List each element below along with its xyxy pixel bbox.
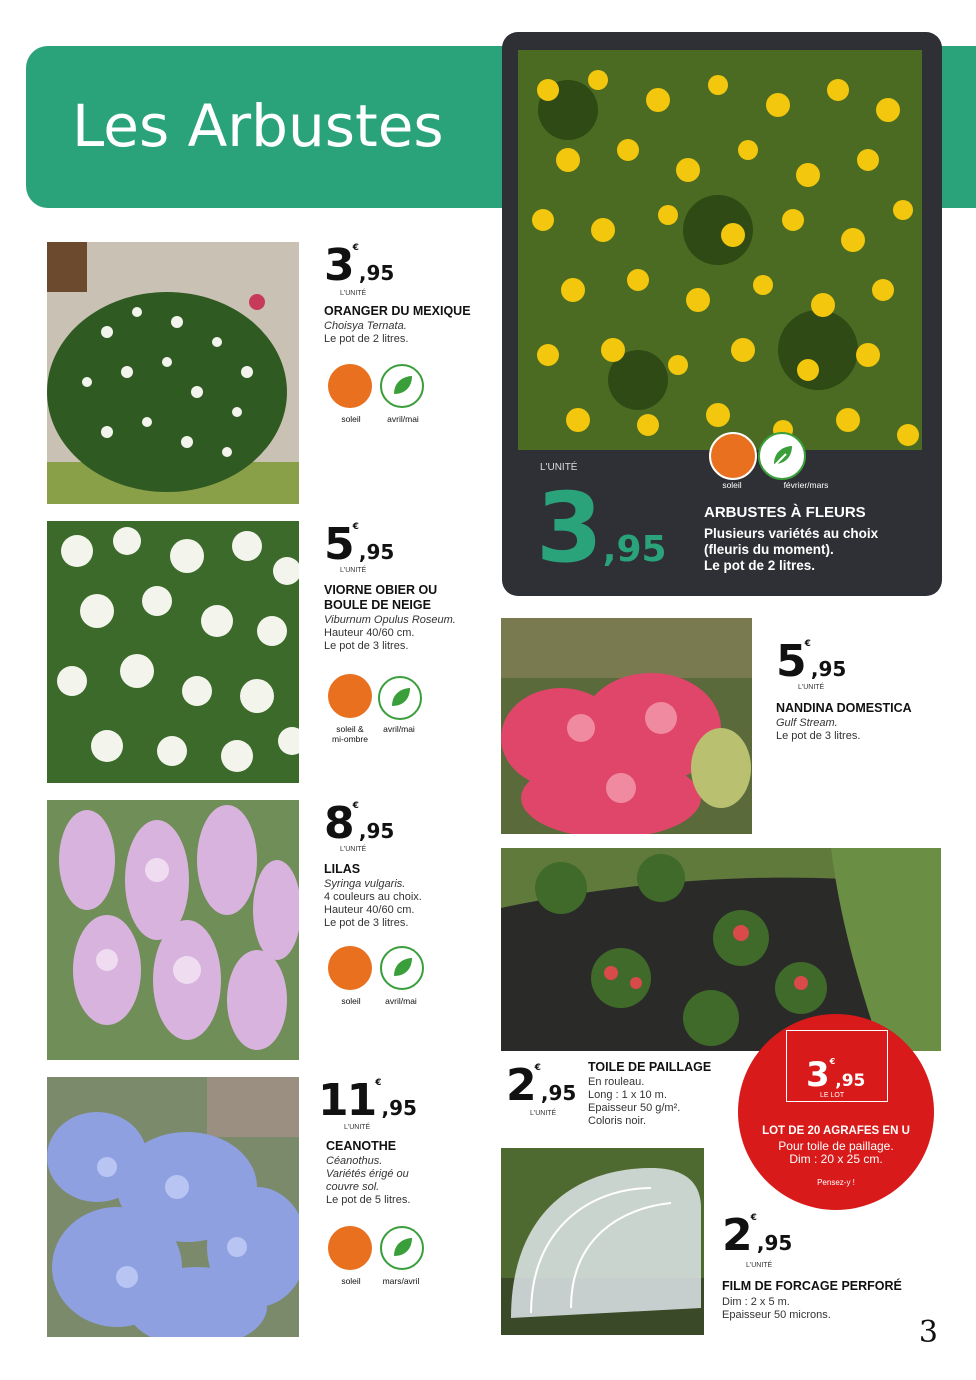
- desc-line: Dim : 2 x 5 m.: [722, 1296, 790, 1308]
- desc-line: Hauteur 40/60 cm.: [324, 904, 415, 916]
- photo-toile: [501, 848, 941, 1051]
- product-3-price-dec: ,95: [358, 819, 395, 843]
- sun-label-line: soleil &: [336, 724, 364, 734]
- page-number: 3: [918, 1315, 938, 1350]
- product-3-unit: L'UNITÉ: [340, 846, 367, 853]
- leaf-icon: [380, 1226, 424, 1270]
- desc-line: Long : 1 x 10 m.: [588, 1089, 667, 1101]
- feature-name: ARBUSTES À FLEURS: [704, 504, 866, 521]
- season-label: avril/mai: [383, 724, 415, 734]
- desc-line: Le pot de 3 litres.: [776, 730, 861, 742]
- leaf-icon: [380, 946, 424, 990]
- nandina-price-dec: ,95: [810, 657, 847, 681]
- toile-name: TOILE DE PAILLAGE: [588, 1060, 712, 1074]
- desc-line: Le pot de 3 litres.: [324, 640, 409, 652]
- nandina-price: [776, 636, 847, 687]
- toile-price-int: 2: [506, 1060, 535, 1111]
- film-price-dec: ,95: [756, 1231, 793, 1255]
- product-3-desc: [324, 878, 422, 930]
- season-label: mars/avril: [382, 1276, 420, 1286]
- photo-nandina: [501, 618, 752, 834]
- latin-name: Gulf Stream.: [776, 717, 838, 729]
- sun-icon: [328, 364, 372, 408]
- currency: €: [375, 1078, 382, 1088]
- product-2-price-int: 5: [324, 519, 353, 570]
- latin-name: Viburnum Opulus Roseum.: [324, 614, 456, 626]
- toile-desc: [588, 1076, 680, 1128]
- currency: €: [829, 1057, 836, 1066]
- desc-line: En rouleau.: [588, 1076, 645, 1088]
- desc-line: Dim : 20 x 25 cm.: [789, 1152, 883, 1166]
- agrafes-name: LOT DE 20 AGRAFES EN U: [762, 1125, 910, 1137]
- leaf-icon: [758, 432, 806, 480]
- latin-name: couvre sol.: [326, 1181, 380, 1193]
- page-title: Les Arbustes: [72, 92, 444, 160]
- product-2-desc: [324, 614, 456, 653]
- currency: €: [352, 243, 359, 253]
- nandina-unit: L'UNITÉ: [798, 684, 825, 691]
- season-label: février/mars: [783, 480, 829, 490]
- feature-price: [536, 472, 667, 584]
- film-name: FILM DE FORCAGE PERFORÉ: [722, 1279, 902, 1293]
- currency: €: [804, 639, 811, 649]
- product-4-name: CEANOTHE: [326, 1139, 397, 1153]
- agrafes-desc: [738, 1140, 934, 1166]
- nandina-price-int: 5: [776, 636, 805, 687]
- photo-lilas: [47, 800, 299, 1060]
- feature-line: Plusieurs variétés au choix: [704, 526, 879, 541]
- product-1-price-int: 3: [324, 240, 353, 291]
- product-2-price: [324, 519, 395, 570]
- photo-oranger: [47, 242, 299, 504]
- name-line: BOULE DE NEIGE: [324, 598, 431, 612]
- product-3-price: [324, 798, 395, 849]
- film-desc: [722, 1296, 831, 1322]
- agrafes-price: [806, 1055, 866, 1095]
- currency: €: [352, 801, 359, 811]
- season-label: avril/mai: [387, 414, 419, 424]
- product-1-desc: [324, 320, 408, 346]
- photo-ceanothe: [47, 1077, 299, 1337]
- product-2-name: [324, 583, 437, 613]
- nandina-name: NANDINA DOMESTICA: [776, 701, 912, 715]
- nandina-desc: [776, 717, 860, 743]
- product-4-price-dec: ,95: [381, 1096, 417, 1120]
- sun-shade-icon: [328, 674, 372, 718]
- product-1-name: ORANGER DU MEXIQUE: [324, 304, 471, 318]
- sun-icon: [328, 946, 372, 990]
- product-2-price-dec: ,95: [358, 540, 395, 564]
- product-4-desc: [326, 1155, 410, 1207]
- agrafes-price-dec: ,95: [835, 1071, 866, 1091]
- latin-name: Variétés érigé ou: [326, 1168, 409, 1180]
- currency: €: [352, 522, 359, 532]
- feature-price-dec: ,95: [602, 529, 667, 570]
- product-1-price-dec: ,95: [358, 261, 395, 285]
- product-1-price: [324, 240, 395, 291]
- sun-label: soleil: [341, 414, 361, 424]
- feature-desc: [704, 526, 878, 574]
- feature-unit: L'UNITÉ: [540, 462, 578, 473]
- sun-label: soleil: [341, 1276, 361, 1286]
- sun-label-line: mi-ombre: [332, 734, 368, 744]
- sun-label: [322, 724, 378, 744]
- sun-icon: [709, 432, 757, 480]
- product-4-price: [318, 1075, 417, 1126]
- agrafes-price-int: 3: [806, 1055, 830, 1095]
- photo-yellow-shrub: [518, 50, 922, 450]
- photo-viorne: [47, 521, 299, 783]
- desc-line: Epaisseur 50 g/m².: [588, 1102, 681, 1114]
- product-3-name: LILAS: [324, 862, 361, 876]
- product-4-unit: L'UNITÉ: [344, 1124, 371, 1131]
- desc-line: Le pot de 2 litres.: [324, 333, 409, 345]
- sun-icon: [328, 1226, 372, 1270]
- desc-line: Epaisseur 50 microns.: [722, 1309, 831, 1321]
- season-label: avril/mai: [385, 996, 417, 1006]
- feature-price-int: 3: [536, 472, 603, 584]
- desc-line: Hauteur 40/60 cm.: [324, 627, 415, 639]
- latin-name: Syringa vulgaris.: [324, 878, 406, 890]
- toile-price-dec: ,95: [540, 1081, 577, 1105]
- currency: €: [750, 1213, 757, 1223]
- product-2-unit: L'UNITÉ: [340, 567, 367, 574]
- photo-film: [501, 1148, 704, 1335]
- film-price: [722, 1210, 793, 1261]
- product-1-unit: L'UNITÉ: [340, 290, 367, 297]
- product-4-price-int: 11: [318, 1075, 376, 1126]
- toile-unit: L'UNITÉ: [530, 1110, 557, 1117]
- toile-price: [506, 1060, 577, 1111]
- desc-line: Pour toile de paillage.: [778, 1139, 894, 1153]
- name-line: VIORNE OBIER OU: [324, 583, 438, 597]
- feature-line: (fleuris du moment).: [704, 542, 834, 557]
- film-price-int: 2: [722, 1210, 751, 1261]
- film-unit: L'UNITÉ: [746, 1262, 773, 1269]
- desc-line: 4 couleurs au choix.: [324, 891, 422, 903]
- leaf-icon: [380, 364, 424, 408]
- sun-label: soleil: [722, 480, 742, 490]
- latin-name: Céanothus.: [326, 1155, 383, 1167]
- sun-label: soleil: [341, 996, 361, 1006]
- desc-line: Le pot de 3 litres.: [324, 917, 409, 929]
- currency: €: [534, 1063, 541, 1073]
- product-3-price-int: 8: [324, 798, 353, 849]
- agrafes-note: Pensez-y !: [817, 1178, 855, 1187]
- feature-line: Le pot de 2 litres.: [704, 558, 816, 573]
- desc-line: Coloris noir.: [588, 1115, 647, 1127]
- agrafes-unit: LE LOT: [820, 1092, 845, 1099]
- leaf-icon: [378, 676, 422, 720]
- latin-name: Choisya Ternata.: [324, 320, 407, 332]
- desc-line: Le pot de 5 litres.: [326, 1194, 411, 1206]
